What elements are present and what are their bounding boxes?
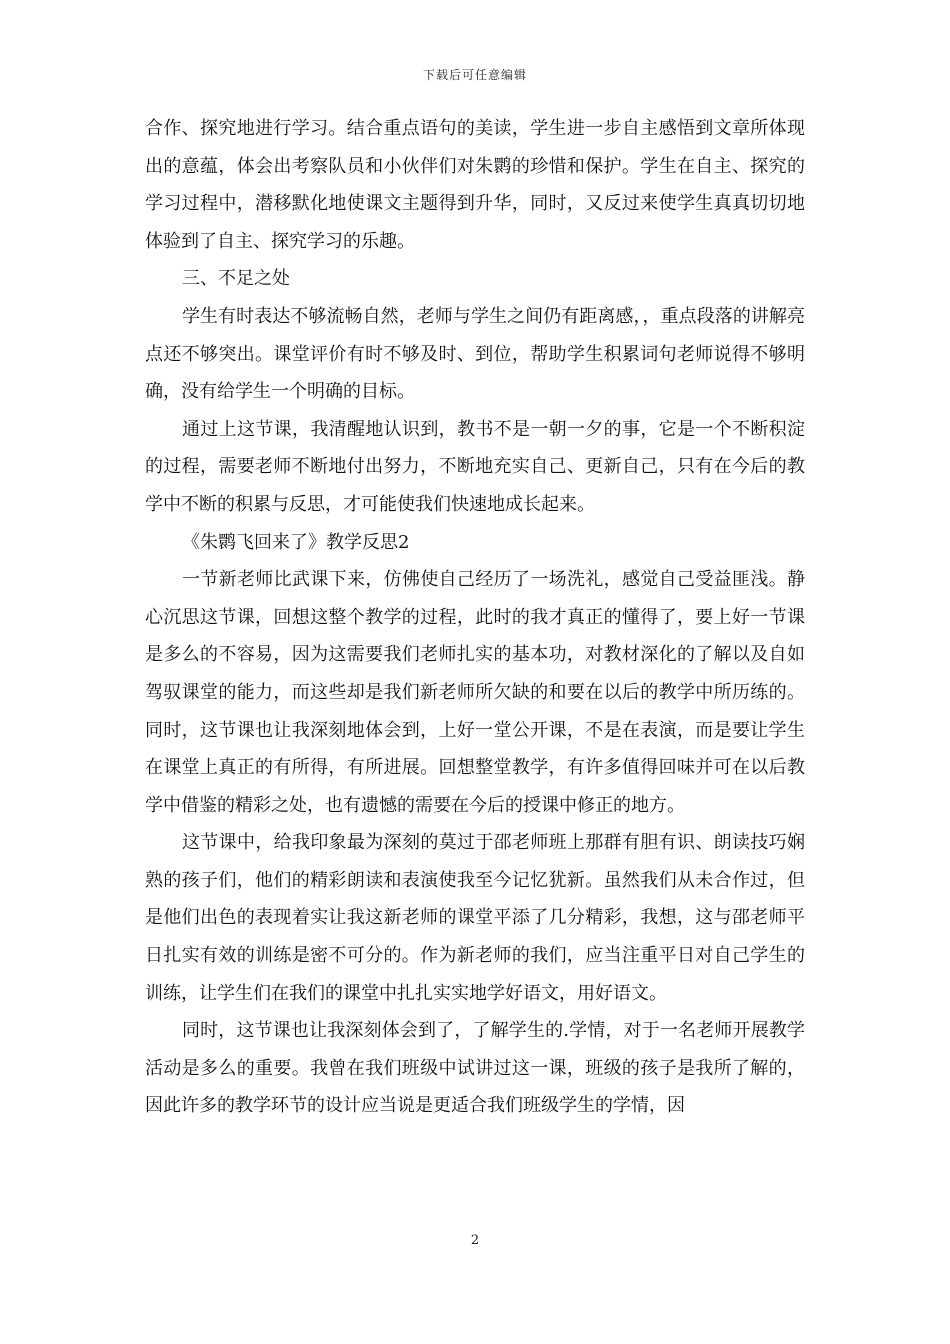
page-header: 下载后可任意编辑 bbox=[422, 68, 527, 82]
paragraph: 合作、探究地进行学习。结合重点语句的美读，学生进一步自主感悟到文章所体现出的意蕴，体会出考察队员和小伙伴们对朱鹮的珍惜和保护。学生在自主、探究的学习过程中，潜移默化地使课文主题得到升华，同时，又反过来使学生真真切切地体验到了自主、探究学习的乐趣。 bbox=[145, 118, 805, 252]
paragraph: 通过上这节课，我清醒地认识到，教书不是一朝一夕的事，它是一个不断积淀的过程，需要老师不断地付出努力，不断地充实自己、更新自己，只有在今后的教学中不断的积累与反思，才可能使我们快速地成长起来。 bbox=[145, 418, 805, 515]
article-title: 《朱鹮飞回来了》教学反思2 bbox=[182, 531, 410, 553]
document-body bbox=[145, 110, 805, 1125]
paragraph: 这节课中，给我印象最为深刻的莫过于邵老师班上那群有胆有识、朗读技巧娴熟的孩子们，他们的精彩朗读和表演使我至今记忆犹新。虽然我们从未合作过，但是他们出色的表现着实让我这新老师的课堂平添了几分精彩，我想，这与邵老师平日扎实有效的训练是密不可分的。作为新老师的我们，应当注重平日对自己学生的训练，让学生们在我们的课堂中扎扎实实地学好语文，用好语文。 bbox=[145, 832, 805, 1004]
paragraph: 学生有时表达不够流畅自然，老师与学生之间仍有距离感，，重点段落的讲解亮点还不够突出。课堂评价有时不够及时、到位，帮助学生积累词句老师说得不够明确，没有给学生一个明确的目标。 bbox=[145, 305, 805, 403]
paragraph: 一节新老师比武课下来，仿佛使自己经历了一场洗礼，感觉自己受益匪浅。静心沉思这节课，回想这整个教学的过程，此时的我才真正的懂得了，要上好一节课是多么的不容易，因为这需要我们老师扎实的基本功，对教材深化的了解以及自如驾驭课堂的能力，而这些却是我们新老师所欠缺的和要在以后的教学中所历练的。同时，这节课也让我深刻地体会到，上好一堂公开课，不是在表演，而是要让学生在课堂上真正的有所得，有所进展。回想整堂教学，有许多值得回味并可在以后教学中借鉴的精彩之处，也有遗憾的需要在今后的授课中修正的地方。 bbox=[145, 569, 805, 816]
section-heading: 三、不足之处 bbox=[182, 268, 290, 290]
paragraph: 同时，这节课也让我深刻体会到了，了解学生的.学情，对于一名老师开展教学活动是多么的重要。我曾在我们班级中试讲过这一课，班级的孩子是我所了解的，因此许多的教学环节的设计应当说是更适合我们班级学生的学情，因 bbox=[145, 1020, 805, 1117]
page-number: 2 bbox=[470, 1233, 480, 1248]
